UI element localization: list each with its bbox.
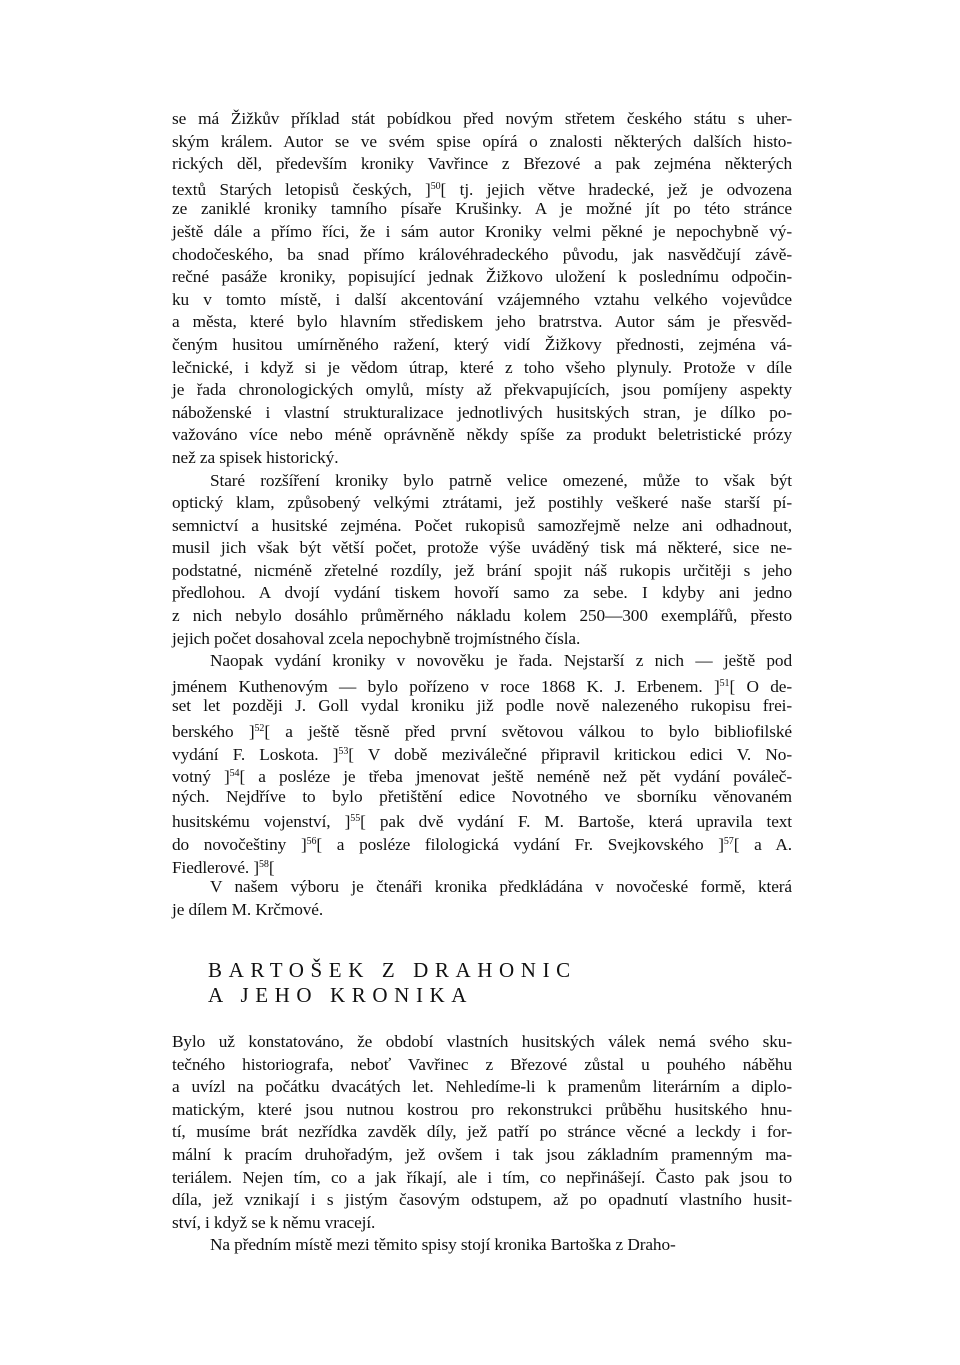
text-line: tí, musíme brát nezřídka zavděk díly, jež patří po stránce věcné a leckdy i for- <box>172 1122 792 1142</box>
text-line: semnictví a husitské zejména. Počet rukopisů samozřejmě nelze ani odhadnout, <box>172 515 792 535</box>
text-line: Staré rozšíření kroniky bylo patrně velice omezené, může to však být <box>210 470 792 490</box>
text-line <box>172 808 792 831</box>
paragraph-6 <box>172 1234 792 1257</box>
text-line: rických děl, především kroniky Vavřince z Březové a pak zejména některých <box>172 154 792 174</box>
text-segment: do novočeštiny ] <box>172 835 307 854</box>
paragraph-3 <box>172 650 792 876</box>
text-line: ze zaniklé kroniky tamního písaře Krušinky. A je možné jít po této stránce <box>172 199 792 219</box>
text-line <box>172 831 792 854</box>
text-line: chodočeského, ba snad přímo královéhradeckého původu, jak nasvědčují závě- <box>172 244 792 264</box>
text-segment: Fiedlerové. ] <box>172 857 259 877</box>
text-line: a města, které bylo hlavním střediskem jeho bratrstva. Autor sám je přesvěd- <box>172 312 792 332</box>
footnote-marker: 54 <box>229 768 240 780</box>
text-line: teriálem. Nejen tím, co a jak říkají, ale i tím, co nepřinášejí. Často pak jsou to <box>172 1167 792 1187</box>
text-segment: votný ] <box>172 767 230 787</box>
text-line: náboženské i vlastní strukturalizace jednotlivých husitských stran, je dílko po- <box>172 402 792 422</box>
text-line: a uvízl na počátku dvacátých let. Nehledíme-li k pramenům literárním a diplo- <box>172 1077 792 1097</box>
text-line: matickým, které jsou nutnou kostrou pro rekonstrukci průběhu husitského hnu- <box>172 1099 792 1119</box>
footnote-marker: 58 <box>259 858 269 870</box>
text-line: ku v tomto místě, i další akcentování vzájemného vztahu velkého vojevůdce <box>172 289 792 309</box>
text-segment: berského ] <box>172 722 255 742</box>
text-segment: [ a ještě těsně před první světovou válkou to bylo bibliofilské <box>264 722 792 742</box>
text-line <box>172 741 792 764</box>
heading-line-1: BARTOŠEK Z DRAHONIC <box>208 958 577 982</box>
text-segment: [ a posléze filologická vydání Fr. Svejkovského ] <box>316 835 724 854</box>
text-segment: [ V době meziválečné připravil kritickou edici V. No- <box>348 744 792 764</box>
text-line: set let později J. Goll vydal kroniku již podle nově nalezeného rukopisu frei- <box>172 696 792 716</box>
text-line: je řada chronologických omylů, místy až překvapujících, jsou pomíjeny aspekty <box>172 380 792 400</box>
text-segment: textů Starých letopisů českých, ] <box>172 179 431 199</box>
paragraph-2 <box>172 470 792 651</box>
text-segment: husitskému vojenství, ] <box>172 812 351 832</box>
text-segment: [ a posléze je třeba jmenovat ještě neméně než pět vydání pováleč- <box>239 767 792 787</box>
text-line: musil jich však být větší počet, protože výše uváděný tisk má některé, sice ne- <box>172 538 792 558</box>
footnote-marker: 52 <box>254 723 265 735</box>
text-segment: [ O de- <box>729 676 792 696</box>
text-line: předlohou. A dvojí vydání tiskem hovoří samo za sebe. I kdyby ani jedno <box>172 583 792 603</box>
footnote-marker: 53 <box>338 745 349 757</box>
text-line: ných. Nejdříve to bylo přetištění edice Novotného ve sborníku věnovaném <box>172 786 792 806</box>
text-line: se má Žižkův příklad stát pobídkou před novým střetem českého státu s uher- <box>172 109 792 128</box>
body-text-top <box>172 108 792 921</box>
footnote-marker: 56 <box>306 836 317 847</box>
text-line: než za spisek historický. <box>172 447 339 467</box>
text-line: čeným husitou umírněného ražení, který vidí Žižkovy přednosti, zejména vá- <box>172 334 792 354</box>
text-line: Naopak vydání kroniky v novověku je řada. Nejstarší z nich — ještě pod <box>210 651 792 671</box>
text-line: tečného historiografa, neboť Vavřinec z Březové zůstal u pouhého náběhu <box>172 1054 792 1074</box>
text-line: z nich nebylo dosáhlo průměrného nákladu kolem 250—300 exemplářů, přesto <box>172 606 792 626</box>
text-line: ještě dále a přímo říci, že i sám autor Kroniky velmi pěkné je nepochybně vý- <box>172 221 792 241</box>
footnote-marker: 55 <box>350 813 361 825</box>
text-line: lečnické, i když si je vědom útrap, které z toho všeho plynuly. Protože v díle <box>172 357 792 377</box>
footnote-marker: 51 <box>719 677 730 689</box>
text-segment: [ <box>268 857 275 877</box>
text-line <box>172 673 792 696</box>
paragraph-1 <box>172 108 792 470</box>
text-line <box>172 718 792 741</box>
text-line: rečné pasáže kroniky, popisující jednak Žižkovo uložení k poslednímu odpočin- <box>172 267 792 287</box>
text-segment: [ a A. <box>733 835 793 854</box>
text-line: je dílem M. Krčmové. <box>172 899 324 919</box>
text-line: ství, i když se k němu vracejí. <box>172 1212 376 1232</box>
text-line: ským králem. Autor se ve svém spise opírá o znalosti některých dalších histo- <box>172 131 792 151</box>
text-line <box>172 763 792 786</box>
text-line: optický klam, způsobený velkými ztrátami, jež postihly veškeré naše starší pí- <box>172 493 792 513</box>
text-segment: jménem Kuthenovým — bylo pořízeno v roce 1868 K. J. Erbenem. ] <box>172 676 720 696</box>
text-line: díla, jež vznikají i s jistým časovým odstupem, až po opadnutí vlastního husit- <box>172 1190 792 1210</box>
text-segment: vydání F. Loskota. ] <box>172 744 339 764</box>
text-line: mální k pracím druhořadým, jež ovšem i tak jsou základním pramenným ma- <box>172 1144 792 1164</box>
text-line: V našem výboru je čtenáři kronika předkládána v novočeské formě, která <box>210 877 792 897</box>
paragraph-5 <box>172 1031 792 1234</box>
heading-line-2: A JEHO KRONIKA <box>208 983 474 1007</box>
footnote-marker: 50 <box>430 180 441 192</box>
section-heading <box>208 958 577 1008</box>
text-line: Na předním místě mezi těmito spisy stojí kronika Bartoška z Draho- <box>210 1235 676 1255</box>
text-line: jejich počet dosahoval zcela nepochybně trojmístného čísla. <box>172 628 581 648</box>
footnote-marker: 57 <box>723 836 734 847</box>
body-text-bottom <box>172 1031 792 1257</box>
text-line <box>172 176 792 199</box>
text-segment: [ tj. jejich větve hradecké, jež je odvozena <box>440 179 792 199</box>
text-line: Bylo už konstatováno, že období vlastních husitských válek nemá svého sku- <box>172 1032 792 1051</box>
text-line: važováno více nebo méně oprávněně někdy spíše za produkt beletristické prózy <box>172 425 792 445</box>
paragraph-4 <box>172 876 792 921</box>
text-line <box>172 854 792 877</box>
text-line: podstatné, nicméně zřetelné rozdíly, jež brání spojit náš rukopis určitěji s jeho <box>172 560 792 580</box>
text-segment: [ pak dvě vydání F. M. Bartoše, která upravila text <box>360 812 792 832</box>
